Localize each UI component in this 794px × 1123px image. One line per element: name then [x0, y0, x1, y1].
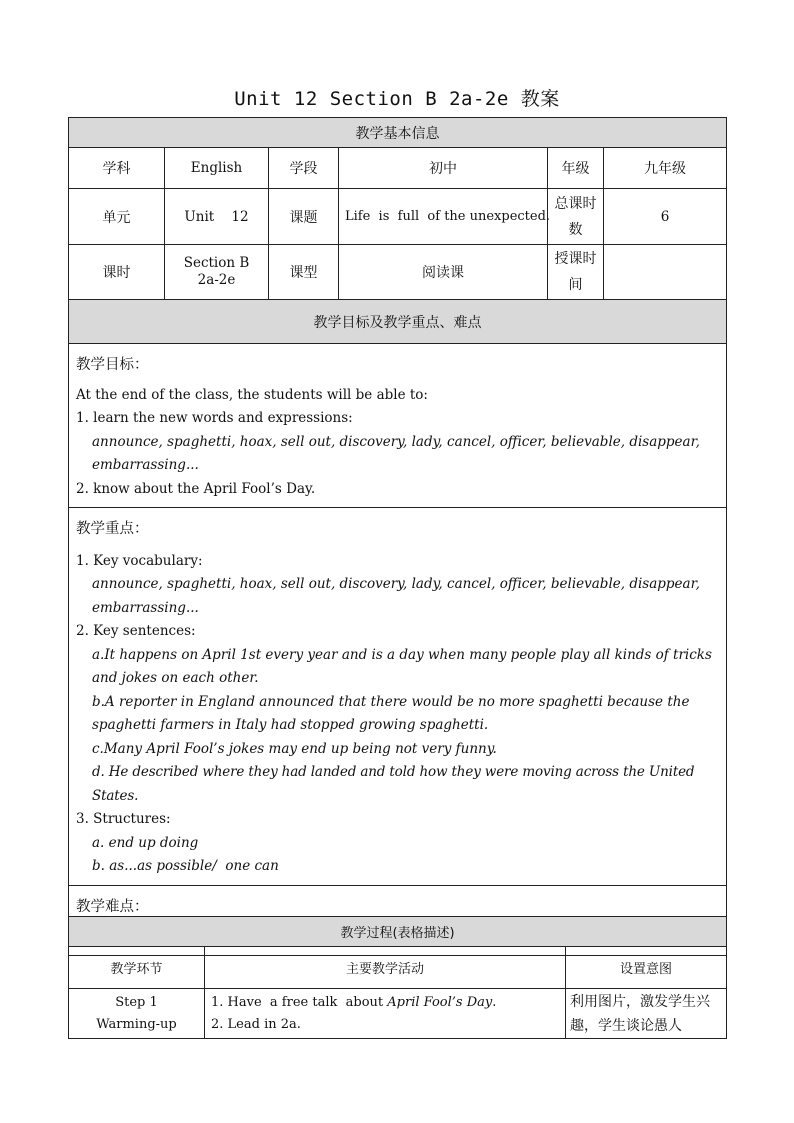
label-lesson-type: 课型: [269, 245, 339, 300]
value-teaching-time: [604, 245, 727, 300]
label-grade: 年级: [548, 148, 604, 189]
key-sentence-a: a.It happens on April 1st every year and is a day when many people play all kinds of tricks and jokes on each other.: [92, 646, 712, 686]
key-sentence-d: d. He described where they had landed and told how they were moving across the United States.: [92, 764, 695, 804]
key-sentence-b: b.A reporter in England announced that there would be no more spaghetti because the spaghetti farmers in Italy had stopped growing spaghetti.: [92, 693, 690, 733]
objectives-item-1: 1. learn the new words and expressions:: [76, 410, 353, 426]
key-sentence-c: c.Many April Fool’s jokes may end up being not very funny.: [92, 740, 497, 757]
key-points-heading: 教学重点：: [76, 521, 149, 537]
objectives-section: [69, 344, 727, 508]
activity-1-text: 1. Have a free talk about: [211, 994, 388, 1010]
basic-info-table: [68, 117, 727, 956]
label-topic: 课题: [269, 189, 339, 245]
label-unit: 单元: [69, 189, 165, 245]
step-1-cell: [69, 989, 205, 1039]
value-lesson-type: 阅读课: [339, 245, 548, 300]
step-1-name: Step 1: [115, 994, 158, 1010]
document-title: Unit 12 Section B 2a-2e 教案: [234, 88, 560, 110]
activity-2: 2. Lead in 2a.: [211, 1016, 301, 1032]
key-points-section: [69, 508, 727, 886]
value-period: Section B 2a-2e: [165, 245, 269, 300]
value-unit: Unit 12: [165, 189, 269, 245]
difficulty-heading: 教学难点：: [76, 898, 149, 915]
value-topic: Life is full of the unexpected.: [339, 189, 548, 245]
col-purpose: 设置意图: [566, 947, 727, 989]
key-sentences-label: 2. Key sentences:: [76, 623, 196, 639]
activity-1-end: .: [492, 994, 497, 1010]
step-1-activities: [205, 989, 566, 1039]
col-activity: 主要教学活动: [205, 947, 566, 989]
goals-header: 教学目标及教学重点、难点: [69, 300, 727, 344]
structure-a: a. end up doing: [92, 834, 199, 851]
activity-1-emphasis: April Fool’s Day: [387, 994, 493, 1010]
label-stage: 学段: [269, 148, 339, 189]
process-header: 教学过程(表格描述): [69, 917, 727, 947]
value-total-hours: 6: [604, 189, 727, 245]
objectives-item-2: 2. know about the April Fool’s Day.: [76, 480, 316, 497]
key-vocab-words: announce, spaghetti, hoax, sell out, discovery, lady, cancel, officer, believable, disappear, embarrassing...: [92, 576, 700, 616]
value-stage: 初中: [339, 148, 548, 189]
value-subject: English: [165, 148, 269, 189]
objectives-heading: 教学目标：: [76, 357, 149, 373]
label-subject: 学科: [69, 148, 165, 189]
process-table: [68, 916, 727, 1039]
label-teaching-time: 授课时间: [548, 245, 604, 300]
key-vocab-label: 1. Key vocabulary:: [76, 552, 203, 569]
col-step: 教学环节: [69, 947, 205, 989]
step-1-purpose: 利用图片，激发学生兴趣，学生谈论愚人: [566, 989, 727, 1039]
basic-info-header: 教学基本信息: [69, 118, 727, 148]
label-total-hours: 总课时数: [548, 189, 604, 245]
structure-b: b. as...as possible/ one can: [92, 858, 279, 874]
structures-label: 3. Structures:: [76, 811, 171, 827]
value-grade: 九年级: [604, 148, 727, 189]
label-period: 课时: [69, 245, 165, 300]
objectives-intro: At the end of the class, the students will be able to:: [76, 386, 428, 403]
objectives-words: announce, spaghetti, hoax, sell out, discovery, lady, cancel, officer, believable, disappear, embarrassing...: [92, 433, 700, 473]
step-1-sub: Warming-up: [96, 1016, 177, 1032]
activity-1: [211, 992, 559, 1014]
